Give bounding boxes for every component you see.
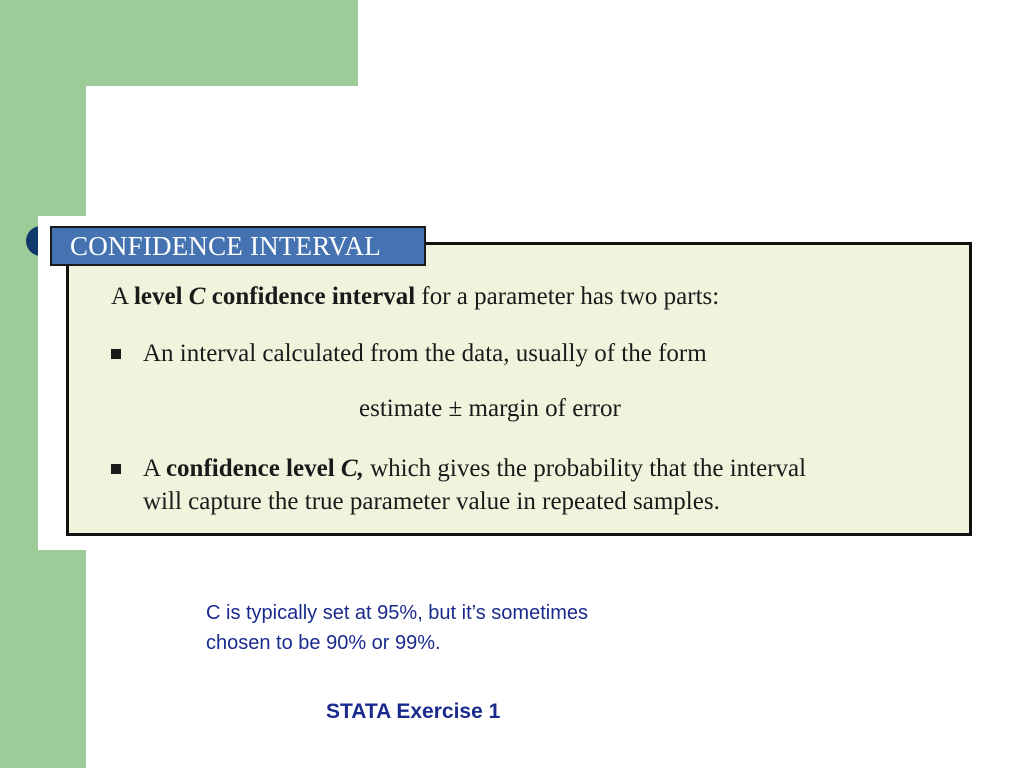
definition-box <box>66 242 972 536</box>
term-confidence-interval: confidence interval <box>211 283 416 310</box>
term-level: level <box>133 283 183 310</box>
term-confidence-level: confidence level <box>165 455 335 482</box>
square-bullet-icon <box>111 349 121 359</box>
term-c: C, <box>340 455 364 482</box>
bullet-text: A confidence level C, which gives the probability that the interval will capture the true parameter value in repeated samples. <box>143 455 807 515</box>
definition-intro: A level C confidence interval for a parameter has two parts: <box>111 283 720 310</box>
exercise-label: STATA Exercise 1 <box>326 700 501 723</box>
bullet-text: An interval calculated from the data, usually of the form <box>143 340 707 367</box>
term-c: C <box>188 283 206 310</box>
box-title: CONFIDENCE INTERVAL <box>50 226 426 266</box>
square-bullet-icon <box>111 464 121 474</box>
note-text: C is typically set at 95%, but it’s sometimes chosen to be 90% or 99%. <box>206 602 588 654</box>
formula: estimate ± margin of error <box>359 395 621 422</box>
